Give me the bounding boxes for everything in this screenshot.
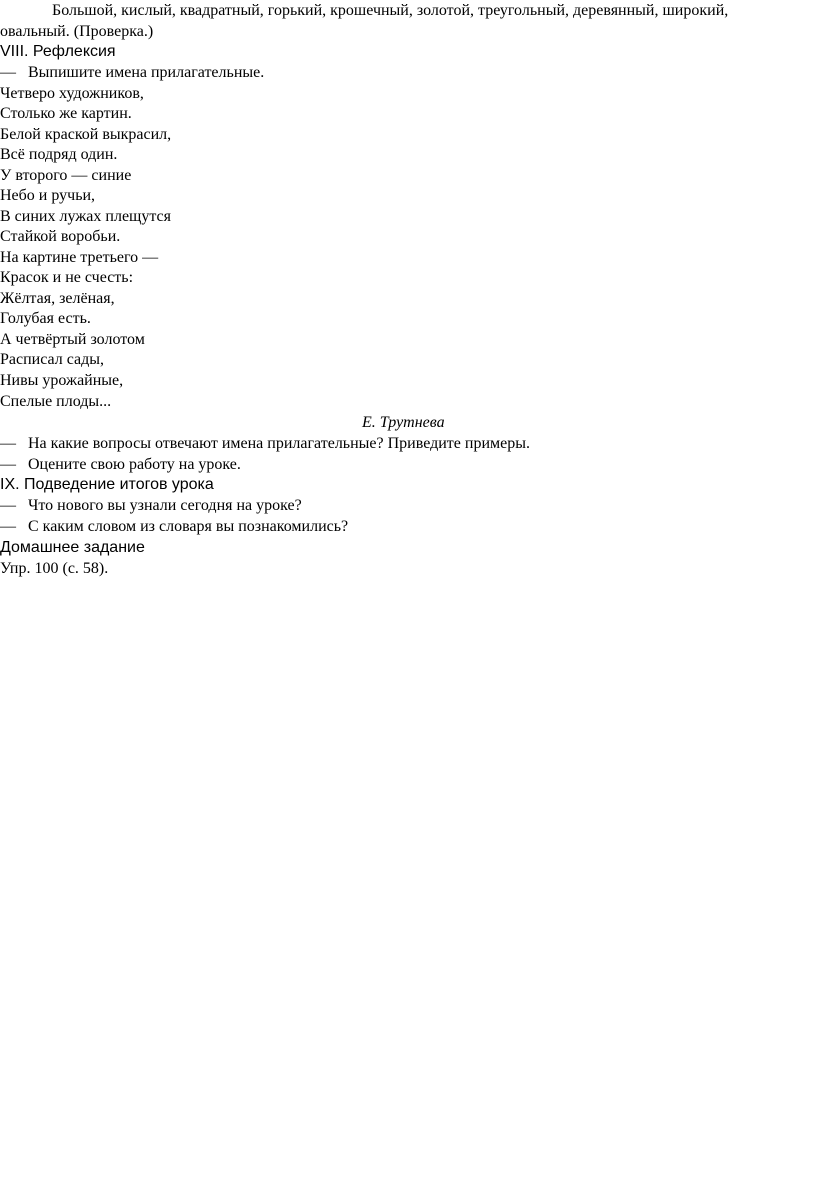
dash-bullet: — <box>0 497 16 514</box>
section-heading-homework: Домашнее задание <box>0 539 145 556</box>
question-text: Оцените свою работу на уроке. <box>28 456 241 473</box>
poem-author: Е. Трутнева <box>362 414 445 431</box>
intro-line-2: овальный. (Проверка.) <box>0 23 154 40</box>
poem-line: В синих лужах плещутся <box>0 208 172 225</box>
poem-line: А четвёртый золотом <box>0 331 145 348</box>
poem-line: Жёлтая, зелёная, <box>0 290 115 307</box>
poem-line: Красок и не счесть: <box>0 269 134 286</box>
instruction-text: Выпишите имена прилагательные. <box>28 64 265 81</box>
section-heading-summary: IX. Подведение итогов урока <box>0 476 214 493</box>
poem-line: Четверо художников, <box>0 85 144 102</box>
poem-line: Расписал сады, <box>0 351 105 368</box>
poem-line: Стайкой воробьи. <box>0 228 121 245</box>
intro-line-1: Большой, кислый, квадратный, горький, крошечный, золотой, треугольный, деревянный, широкий, <box>52 2 729 19</box>
question-item <box>0 517 348 537</box>
question-item <box>0 455 241 475</box>
homework-text: Упр. 100 (с. 58). <box>0 560 109 577</box>
poem-line: Голубая есть. <box>0 310 91 327</box>
section-heading-reflection: VIII. Рефлексия <box>0 43 116 60</box>
question-text: С каким словом из словаря вы познакомились? <box>28 518 349 535</box>
poem-line: На картине третьего — <box>0 249 159 266</box>
poem-line: Всё подряд один. <box>0 146 118 163</box>
poem-line: Белой краской выкрасил, <box>0 126 172 143</box>
poem-line: Спелые плоды... <box>0 393 112 410</box>
question-item <box>0 496 302 516</box>
question-text: Что нового вы узнали сегодня на уроке? <box>28 497 302 514</box>
question-item <box>0 434 530 454</box>
poem-line: Нивы урожайные, <box>0 372 124 389</box>
dash-bullet: — <box>0 435 16 452</box>
dash-bullet: — <box>0 64 16 81</box>
poem-line: Столько же картин. <box>0 105 132 122</box>
dash-bullet: — <box>0 518 16 535</box>
question-text: На какие вопросы отвечают имена прилагательные? Приведите примеры. <box>28 435 530 452</box>
poem-line: У второго — синие <box>0 167 132 184</box>
dash-bullet: — <box>0 456 16 473</box>
instruction-item <box>0 63 264 83</box>
poem-line: Небо и ручьи, <box>0 187 96 204</box>
